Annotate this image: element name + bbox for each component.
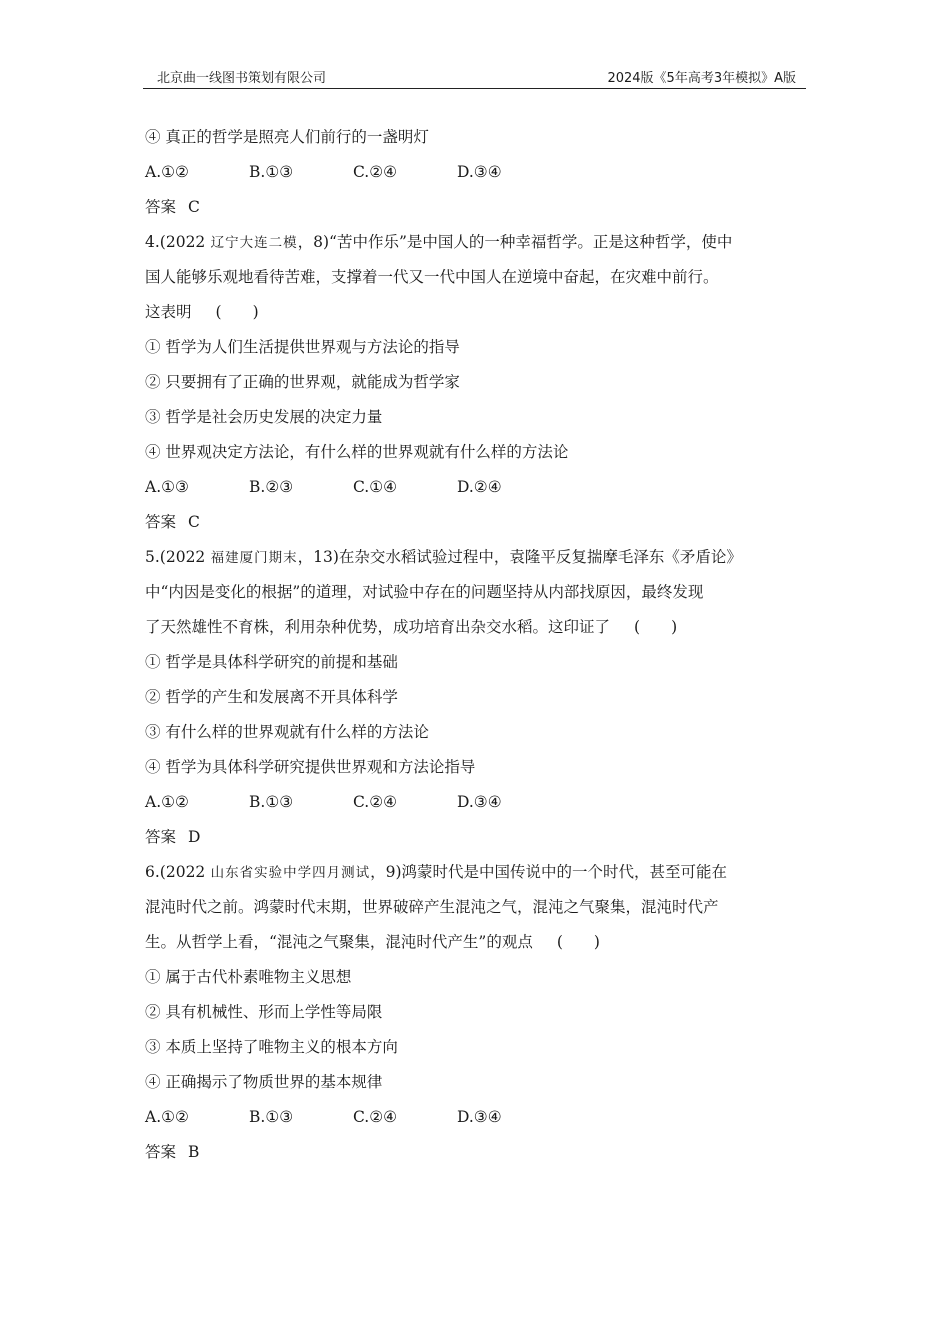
source-year: 2022 [165, 548, 206, 566]
statement: ④ 正确揭示了物质世界的基本规律 [145, 1073, 383, 1091]
source-index: ，9) [370, 863, 402, 881]
source-year: 2022 [165, 863, 206, 881]
question-stem-line [145, 295, 807, 330]
answer-blank: ( ) [215, 303, 259, 321]
option-c: C.②④ [353, 1108, 398, 1126]
question-stem-line: 中“内因是变化的根据”的道理，对试验中存在的问题坚持从内部找原因，最终发现 [145, 583, 704, 601]
option-a: A.①② [145, 793, 189, 811]
answer-line [145, 505, 807, 540]
statement: ① 哲学是具体科学研究的前提和基础 [145, 653, 398, 671]
answer-line [145, 820, 807, 855]
option-d: D.③④ [457, 163, 502, 181]
option-d: D.③④ [457, 793, 502, 811]
option-b: B.②③ [249, 478, 294, 496]
question-stem-line: 国人能够乐观地看待苦难，支撑着一代又一代中国人在逆境中奋起，在灾难中前行。 [145, 268, 719, 286]
answer-value: C [188, 513, 200, 531]
options-row [145, 1100, 807, 1135]
option-c: C.①④ [353, 478, 398, 496]
source-index: ，13) [297, 548, 339, 566]
stem-text: 了天然雄性不育株，利用杂种优势，成功培育出杂交水稻。这印证了 [145, 618, 611, 636]
statement: ③ 哲学是社会历史发展的决定力量 [145, 408, 383, 426]
statement: ① 哲学为人们生活提供世界观与方法论的指导 [145, 338, 460, 356]
answer-value: C [188, 198, 200, 216]
option-b: B.①③ [249, 163, 294, 181]
stem-text: 这表明 [145, 303, 192, 321]
book-edition: 2024版《5年高考3年模拟》A版 [607, 71, 796, 86]
stem-text: “苦中作乐”是中国人的一种幸福哲学。正是这种哲学，使中 [329, 233, 733, 251]
question-stem-line [145, 925, 807, 960]
statement: ② 哲学的产生和发展离不开具体科学 [145, 688, 398, 706]
question-stem-line [145, 540, 807, 575]
option-d: D.③④ [457, 1108, 502, 1126]
option-c: C.②④ [353, 163, 398, 181]
answer-label: 答案 [145, 1143, 177, 1161]
stem-text: 生。从哲学上看，“混沌之气聚集，混沌时代产生”的观点 [145, 933, 533, 951]
option-b: B.①③ [249, 793, 294, 811]
answer-blank: ( ) [556, 933, 600, 951]
question-stem-line: 混沌时代之前。鸿蒙时代末期，世界破碎产生混沌之气，混沌之气聚集，混沌时代产 [145, 898, 719, 916]
answer-value: D [188, 828, 201, 846]
answer-value: B [188, 1143, 200, 1161]
option-c: C.②④ [353, 793, 398, 811]
statement: ④ 哲学为具体科学研究提供世界观和方法论指导 [145, 758, 476, 776]
option-a: A.①② [145, 163, 189, 181]
statement: ④ 真正的哲学是照亮人们前行的一盏明灯 [145, 128, 429, 146]
question-4 [145, 225, 807, 540]
page-header [143, 64, 806, 89]
statement: ④ 世界观决定方法论，有什么样的世界观就有什么样的方法论 [145, 443, 569, 461]
options-row [145, 785, 807, 820]
question-stem-line [145, 610, 807, 645]
statement: ② 只要拥有了正确的世界观，就能成为哲学家 [145, 373, 460, 391]
stem-text: 鸿蒙时代是中国传说中的一个时代，甚至可能在 [401, 863, 728, 881]
statement: ① 属于古代朴素唯物主义思想 [145, 968, 352, 986]
question-stem-line [145, 225, 807, 260]
answer-label: 答案 [145, 828, 177, 846]
source-name: 山东省实验中学四月测试 [205, 865, 371, 881]
statement: ③ 有什么样的世界观就有什么样的方法论 [145, 723, 429, 741]
answer-line [145, 190, 807, 225]
publisher-name: 北京曲一线图书策划有限公司 [157, 71, 327, 86]
question-5 [145, 540, 807, 855]
answer-line [145, 1135, 807, 1170]
source-year: 2022 [165, 233, 206, 251]
option-a: A.①③ [145, 478, 189, 496]
question-number: 4.( [145, 233, 166, 251]
statement: ③ 本质上坚持了唯物主义的根本方向 [145, 1038, 398, 1056]
options-row [145, 470, 807, 505]
source-name: 辽宁大连二模 [205, 235, 298, 251]
source-index: ，8) [297, 233, 330, 251]
option-d: D.②④ [457, 478, 502, 496]
options-row [145, 155, 807, 190]
answer-label: 答案 [145, 513, 177, 531]
answer-label: 答案 [145, 198, 177, 216]
statement: ② 具有机械性、形而上学性等局限 [145, 1003, 383, 1021]
question-number: 5.( [145, 548, 166, 566]
option-a: A.①② [145, 1108, 189, 1126]
answer-blank: ( ) [634, 618, 678, 636]
question-list [145, 120, 807, 1170]
question-stem-line [145, 855, 807, 890]
question-3-tail [145, 120, 807, 225]
source-name: 福建厦门期末 [205, 550, 298, 566]
question-number: 6.( [145, 863, 166, 881]
stem-text: 在杂交水稻试验过程中，袁隆平反复揣摩毛泽东《矛盾论》 [338, 548, 742, 566]
option-b: B.①③ [249, 1108, 294, 1126]
question-6 [145, 855, 807, 1170]
